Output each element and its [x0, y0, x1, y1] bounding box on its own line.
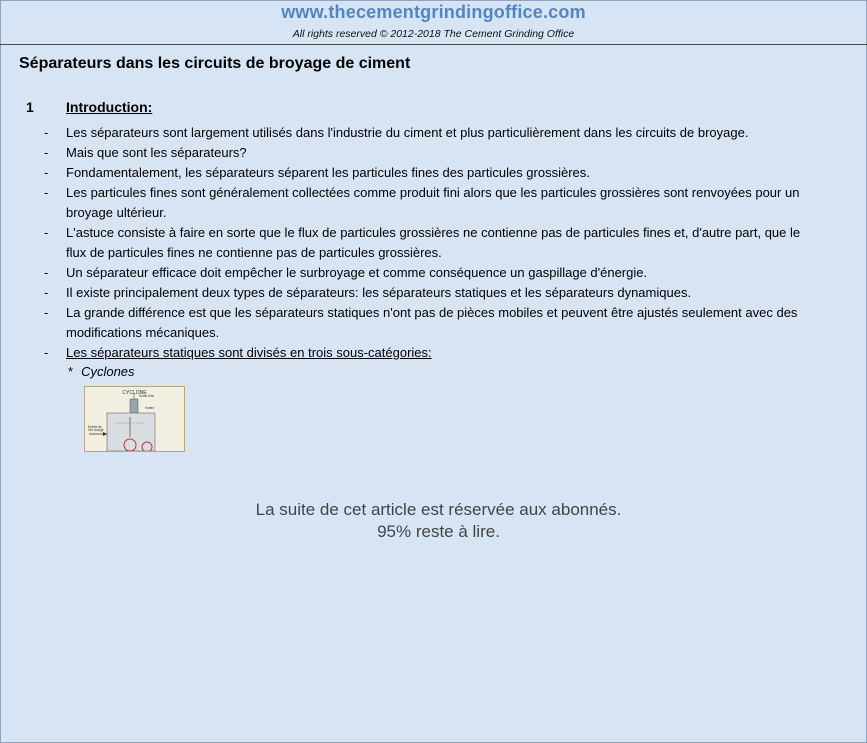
site-url-link[interactable]: www.thecementgrindingoffice.com [281, 2, 586, 22]
list-item [40, 143, 820, 163]
list-item [40, 303, 820, 343]
list-item [40, 223, 820, 263]
list-item [40, 163, 820, 183]
list-item-text: L'astuce consiste à faire en sorte que le flux de particules grossières ne contienne pas de particules fines et, d'autre part, que le flux de particules fines ne contienne pas de particules grossières. [66, 225, 801, 260]
sub-item-marker: * [68, 364, 74, 379]
list-item-text: Les séparateurs sont largement utilisés dans l'industrie du ciment et plus particulièrement dans les circuits de broyage. [66, 125, 749, 140]
bullet-marker: - [44, 345, 49, 360]
list-item-text: Les particules fines sont généralement collectées comme produit fini alors que les particules grossières sont renvoyées pour un broyage ultérieur. [66, 185, 800, 220]
list-item [40, 183, 820, 223]
list-item-subcategories [40, 343, 820, 363]
list-item-text: La grande différence est que les séparateurs statiques n'ont pas de pièces mobiles et peuvent être ajustés seulement avec des modifications mécaniques. [66, 305, 798, 340]
copyright-notice: All rights reserved © 2012-2018 The Cement Grinding Office [292, 28, 575, 40]
bullet-marker: - [44, 145, 49, 160]
sub-item-label: Cyclones [81, 364, 135, 379]
bullet-marker: - [44, 225, 49, 240]
list-item-text: Les séparateurs statiques sont divisés en trois sous-catégories: [66, 345, 432, 360]
figure-label: CYCLONE [122, 390, 147, 396]
list-item-text: Il existe principalement deux types de séparateurs: les séparateurs statiques et les séparateurs dynamiques. [66, 285, 692, 300]
page-header [0, 0, 867, 45]
list-item-text: Fondamentalement, les séparateurs séparent les particules fines des particules grossières. [66, 165, 590, 180]
bullet-list [40, 123, 820, 363]
list-item-text: Un séparateur efficace doit empêcher le surbroyage et comme conséquence un gaspillage d'énergie. [66, 265, 648, 280]
bullet-marker: - [44, 165, 49, 180]
bullet-marker: - [44, 305, 49, 320]
bullet-marker: - [44, 185, 49, 200]
cyclone-diagram-image [84, 386, 185, 452]
list-item [40, 283, 820, 303]
bullet-marker: - [44, 265, 49, 280]
bullet-marker: - [44, 125, 49, 140]
section-title: Introduction: [66, 99, 153, 115]
cyclone-drawing [85, 387, 184, 451]
list-item-text: Mais que sont les séparateurs? [66, 145, 247, 160]
svg-text:Entrée de: Entrée de [88, 425, 102, 429]
svg-text:l'air chargé: l'air chargé [88, 428, 104, 432]
bullet-marker: - [44, 285, 49, 300]
list-item [40, 123, 820, 143]
article-title: Séparateurs dans les circuits de broyage de ciment [19, 55, 411, 72]
paywall-line-1: La suite de cet article est réservée aux abonnés. [255, 500, 622, 519]
svg-text:Vortex: Vortex [145, 406, 155, 410]
paywall-notice [0, 499, 867, 543]
svg-text:Sortie d'air: Sortie d'air [139, 394, 155, 398]
sub-item-cyclones [68, 364, 135, 379]
section-number: 1 [26, 99, 34, 115]
list-item [40, 263, 820, 283]
paywall-line-2: 95% reste à lire. [377, 522, 500, 541]
